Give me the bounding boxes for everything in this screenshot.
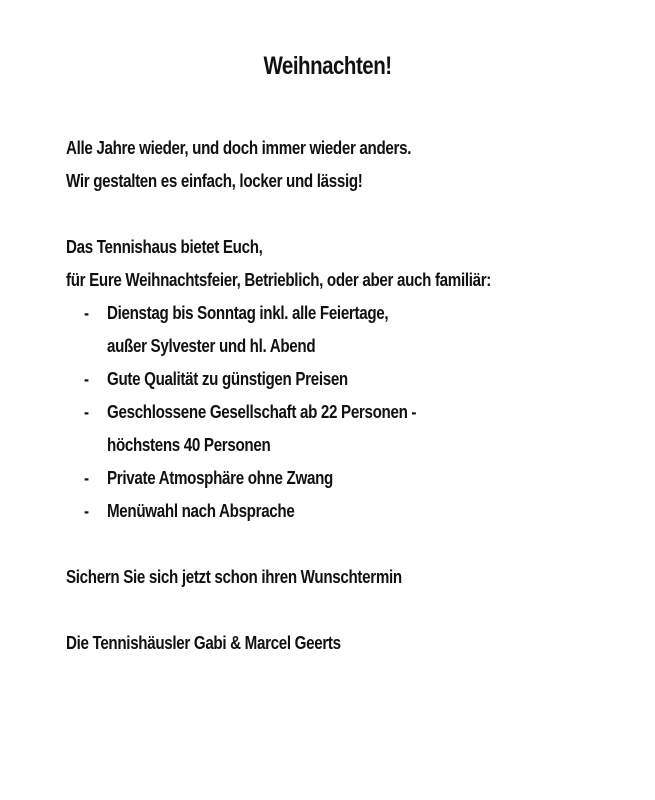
list-marker: - — [84, 368, 89, 389]
list-item-text: Private Atmosphäre ohne Zwang — [107, 467, 333, 488]
list-item-text: Menüwahl nach Absprache — [107, 500, 295, 521]
list-item — [66, 494, 646, 527]
paragraph-spacer — [66, 197, 646, 230]
paragraph-spacer — [66, 527, 646, 560]
paragraph-spacer — [66, 593, 646, 626]
call-to-action: Sichern Sie sich jetzt schon ihren Wunschtermin — [66, 566, 402, 587]
list-item-text-continued: höchstens 40 Personen — [107, 434, 271, 455]
offer-intro-line-1: Das Tennishaus bietet Euch, — [66, 236, 263, 257]
list-marker: - — [84, 401, 89, 422]
list-item — [66, 296, 646, 362]
offer-list — [66, 296, 646, 527]
list-item — [66, 362, 646, 395]
intro-line-1: Alle Jahre wieder, und doch immer wieder anders. — [66, 137, 412, 158]
intro-line-2: Wir gestalten es einfach, locker und lässig! — [66, 170, 363, 191]
list-marker: - — [84, 467, 89, 488]
list-item — [66, 395, 646, 461]
page-title: Weihnachten! — [263, 52, 392, 80]
signature: Die Tennishäusler Gabi & Marcel Geerts — [66, 632, 341, 653]
list-item-text: Dienstag bis Sonntag inkl. alle Feiertage, — [107, 302, 389, 323]
list-marker: - — [84, 302, 89, 323]
list-item-text: Geschlossene Gesellschaft ab 22 Personen - — [107, 401, 417, 422]
list-marker: - — [84, 500, 89, 521]
document-body — [66, 131, 646, 659]
list-item — [66, 461, 646, 494]
offer-intro-line-2: für Eure Weihnachtsfeier, Betrieblich, oder aber auch familiär: — [66, 269, 492, 290]
list-item-text: Gute Qualität zu günstigen Preisen — [107, 368, 348, 389]
list-item-text-continued: außer Sylvester und hl. Abend — [107, 335, 316, 356]
